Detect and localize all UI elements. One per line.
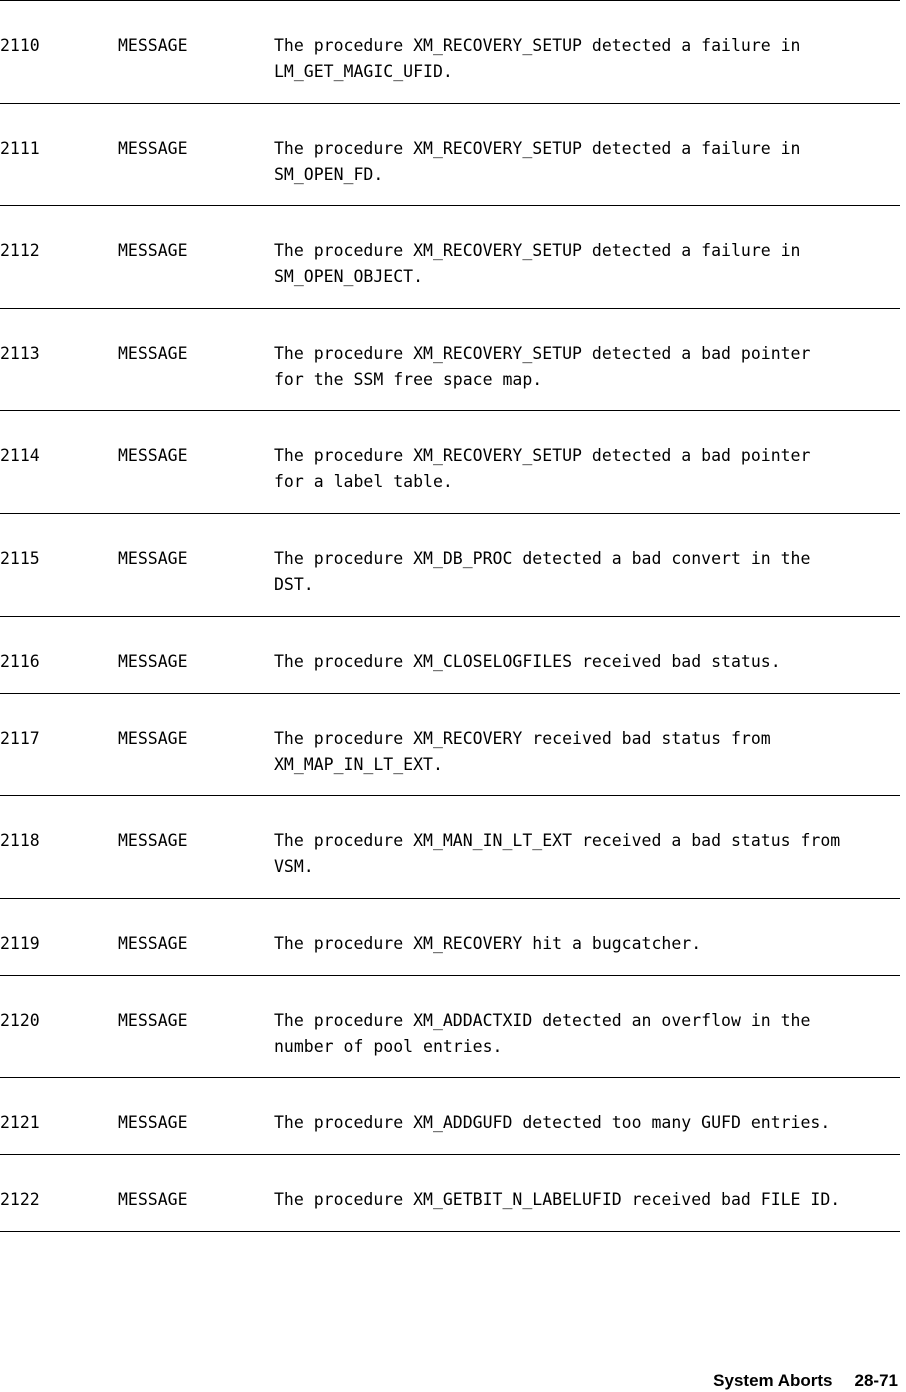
message-description — [274, 649, 904, 675]
message-description-line: XM_MAP_IN_LT_EXT. — [274, 754, 443, 774]
message-row — [0, 975, 900, 1078]
message-description — [274, 828, 904, 880]
message-description — [274, 443, 904, 495]
message-type: MESSAGE — [118, 1113, 188, 1133]
message-description-line: The procedure XM_RECOVERY_SETUP detected a failure in — [274, 36, 801, 55]
message-description — [274, 546, 904, 598]
message-description-line: SM_OPEN_FD. — [274, 164, 384, 184]
message-row — [0, 205, 900, 308]
message-type: MESSAGE — [118, 1010, 188, 1030]
message-code: 2119 — [0, 933, 40, 953]
page-footer — [713, 1370, 898, 1392]
message-code: 2118 — [0, 831, 40, 851]
message-description-line: DST. — [274, 574, 314, 594]
message-description-line: The procedure XM_RECOVERY_SETUP detected a bad pointer — [274, 343, 811, 363]
message-row — [0, 410, 900, 513]
message-description-line: The procedure XM_ADDACTXID detected an overflow in the — [274, 1010, 811, 1030]
message-description-line: The procedure XM_MAN_IN_LT_EXT received a bad status from — [274, 831, 841, 851]
message-description — [274, 33, 904, 85]
footer-page-number: 28-71 — [854, 1371, 898, 1390]
message-description-line: The procedure XM_CLOSELOGFILES received bad status. — [274, 651, 781, 671]
message-code: 2122 — [0, 1190, 40, 1210]
message-type: MESSAGE — [118, 831, 188, 851]
message-row — [0, 1154, 900, 1231]
message-code: 2112 — [0, 241, 40, 261]
message-description-line: number of pool entries. — [274, 1036, 503, 1056]
message-row — [0, 1077, 900, 1154]
message-row — [0, 103, 900, 206]
message-description-line: The procedure XM_DB_PROC detected a bad convert in the — [274, 548, 811, 568]
message-code: 2115 — [0, 548, 40, 568]
message-type: MESSAGE — [118, 933, 188, 953]
message-description-line: The procedure XM_RECOVERY_SETUP detected a failure in — [274, 138, 801, 158]
message-description-line: LM_GET_MAGIC_UFID. — [274, 62, 453, 81]
message-row — [0, 693, 900, 796]
message-row — [0, 898, 900, 975]
message-description-line: for a label table. — [274, 472, 453, 492]
message-type: MESSAGE — [118, 446, 188, 466]
message-row — [0, 795, 900, 898]
table-bottom-rule — [0, 1231, 900, 1232]
message-description — [274, 238, 904, 290]
message-type: MESSAGE — [118, 1190, 188, 1210]
message-description-line: The procedure XM_RECOVERY_SETUP detected a bad pointer — [274, 446, 811, 466]
message-row — [0, 616, 900, 693]
message-code: 2114 — [0, 446, 40, 466]
message-type: MESSAGE — [118, 241, 188, 261]
message-row — [0, 308, 900, 411]
message-description-line: The procedure XM_RECOVERY_SETUP detected a failure in — [274, 241, 801, 261]
message-description-line: The procedure XM_RECOVERY received bad status from — [274, 728, 771, 748]
message-description-line: SM_OPEN_OBJECT. — [274, 267, 424, 287]
message-description-line: The procedure XM_RECOVERY hit a bugcatcher. — [274, 933, 702, 953]
message-description — [274, 341, 904, 393]
message-code: 2116 — [0, 651, 40, 671]
message-description — [274, 931, 904, 957]
message-description — [274, 726, 904, 778]
message-code: 2113 — [0, 343, 40, 363]
message-description — [274, 1008, 904, 1060]
message-type: MESSAGE — [118, 36, 188, 55]
message-description-line: for the SSM free space map. — [274, 369, 543, 389]
message-type: MESSAGE — [118, 343, 188, 363]
message-type: MESSAGE — [118, 138, 188, 158]
message-description — [274, 136, 904, 188]
message-code: 2110 — [0, 36, 40, 55]
message-row — [0, 0, 900, 103]
message-type: MESSAGE — [118, 548, 188, 568]
message-description-line: VSM. — [274, 857, 314, 877]
message-description-line: The procedure XM_ADDGUFD detected too many GUFD entries. — [274, 1113, 831, 1133]
message-row — [0, 513, 900, 616]
message-description — [274, 1187, 904, 1213]
message-code: 2120 — [0, 1010, 40, 1030]
message-code: 2111 — [0, 138, 40, 158]
message-code: 2117 — [0, 728, 40, 748]
message-type: MESSAGE — [118, 728, 188, 748]
footer-section-title: System Aborts — [713, 1371, 833, 1390]
message-type: MESSAGE — [118, 651, 188, 671]
message-description — [274, 1110, 904, 1136]
message-code: 2121 — [0, 1113, 40, 1133]
message-description-line: The procedure XM_GETBIT_N_LABELUFID received bad FILE ID. — [274, 1190, 841, 1210]
